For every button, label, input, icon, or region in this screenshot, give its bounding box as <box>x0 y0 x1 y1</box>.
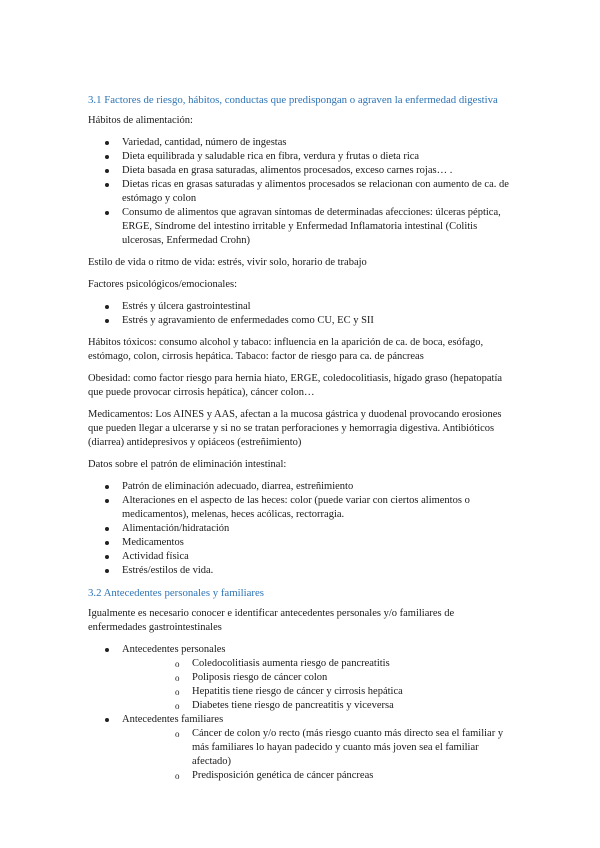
list-item: Medicamentos <box>88 536 513 550</box>
psych-factors-label: Factores psicológicos/emocionales: <box>88 279 238 290</box>
list-item: Estrés y úlcera gastrointestinal <box>88 300 513 314</box>
history-intro-paragraph: Igualmente es necesario conocer e identificar antecedentes personales y/o familiares de enfermedades gastrointestinales <box>88 608 455 633</box>
medications-paragraph: Medicamentos: Los AINES y AAS, afectan a la mucosa gástrica y duodenal provocando erosiones que pueden llegar a ulcerarse y si no se tratan perforaciones y hemorragia digestiva. Antibióticos (diarrea) antidepresivos y opiáceos (estreñimiento) <box>88 409 502 448</box>
personal-history-item <box>88 643 513 713</box>
list-item: Actividad física <box>88 550 513 564</box>
personal-history-label: Antecedentes personales <box>122 644 226 655</box>
diet-habits-label: Hábitos de alimentación: <box>88 115 193 126</box>
family-history-label: Antecedentes familiares <box>122 714 224 725</box>
list-item: Dieta basada en grasa saturadas, alimentos procesados, exceso carnes rojas… . <box>88 164 513 178</box>
lifestyle-paragraph: Estilo de vida o ritmo de vida: estrés, vivir solo, horario de trabajo <box>88 257 367 268</box>
history-list <box>88 643 513 783</box>
psych-factors-list <box>88 300 513 328</box>
section-heading-history: 3.2 Antecedentes personales y familiares <box>88 587 264 599</box>
elimination-pattern-label: Datos sobre el patrón de eliminación intestinal: <box>88 459 287 470</box>
diet-habits-list <box>88 136 513 248</box>
sub-list-item: o Coledocolitiasis aumenta riesgo de pancreatitis <box>122 657 513 671</box>
toxic-habits-paragraph: Hábitos tóxicos: consumo alcohol y tabaco: influencia en la aparición de ca. de boca, esófago, estómago, colon, cirrosis hepática. Tabaco: factor de riesgo para ca. de páncreas <box>88 337 484 362</box>
document-body <box>88 93 513 791</box>
list-item: Estrés y agravamiento de enfermedades como CU, EC y SII <box>88 314 513 328</box>
elimination-pattern-list <box>88 480 513 578</box>
obesity-paragraph: Obesidad: como factor riesgo para hernia hiato, ERGE, coledocolitiasis, hígado graso (hepatopatía que puede provocar cirrosis hepática), cáncer colon… <box>88 373 503 398</box>
section-heading-risk-factors: 3.1 Factores de riesgo, hábitos, conductas que predispongan o agraven la enfermedad digestiva <box>88 94 498 106</box>
personal-history-sublist <box>122 657 513 713</box>
list-item: Consumo de alimentos que agravan síntomas de determinadas afecciones: úlceras péptica, ERGE, Síndrome del intestino irritable y Enfermedad Inflamatoria intestinal (Colitis ulcerosas, Enfermedad Crohn) <box>88 206 513 248</box>
family-history-sublist <box>122 727 513 783</box>
sub-list-item: o Poliposis riesgo de cáncer colon <box>122 671 513 685</box>
list-item: Alimentación/hidratación <box>88 522 513 536</box>
family-history-item <box>88 713 513 783</box>
list-item: Patrón de eliminación adecuado, diarrea, estreñimiento <box>88 480 513 494</box>
list-item: Estrés/estilos de vida. <box>88 564 513 578</box>
sub-list-item: o Hepatitis tiene riesgo de cáncer y cirrosis hepática <box>122 685 513 699</box>
list-item: Dietas ricas en grasas saturadas y alimentos procesados se relacionan con aumento de ca. de estómago y colon <box>88 178 513 206</box>
list-item: Dieta equilibrada y saludable rica en fibra, verdura y frutas o dieta rica <box>88 150 513 164</box>
sub-list-item: o Cáncer de colon y/o recto (más riesgo cuanto más directo sea el familiar y más familiares lo hayan padecido y cuanto más joven sea el familiar afectado) <box>122 727 513 769</box>
sub-list-item: o Predisposición genética de cáncer páncreas <box>122 769 513 783</box>
list-item: Variedad, cantidad, número de ingestas <box>88 136 513 150</box>
list-item: Alteraciones en el aspecto de las heces: color (puede variar con ciertos alimentos o medicamentos), melenas, heces acólicas, rectorragia. <box>88 494 513 522</box>
sub-list-item: o Diabetes tiene riesgo de pancreatitis y viceversa <box>122 699 513 713</box>
